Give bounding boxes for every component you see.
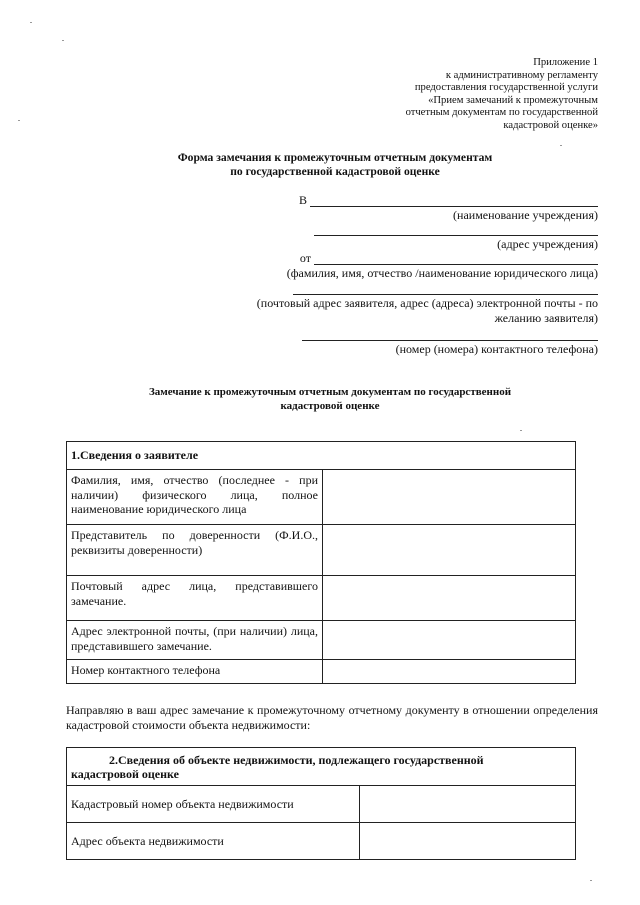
- applicant-name-value[interactable]: [323, 470, 576, 525]
- cadastral-number-value[interactable]: [360, 786, 576, 823]
- table-header-row: [67, 442, 576, 470]
- appendix-line: кадастровой оценке»: [503, 119, 598, 131]
- applicant-address-caption-line: (почтовый адрес заявителя, адрес (адреса) электронной почты - по: [256, 296, 598, 310]
- institution-address-caption: (адрес учреждения): [497, 237, 598, 251]
- scan-speck: [560, 145, 562, 146]
- applicant-address-caption: [257, 296, 598, 325]
- phone-field[interactable]: [302, 327, 598, 341]
- applicant-info-table: [66, 441, 576, 684]
- form-title-line: Форма замечания к промежуточным отчетным документам: [177, 151, 493, 164]
- scan-speck: [62, 40, 64, 41]
- submission-statement: Направляю в ваш адрес замечание к промежуточному отчетному документу в отношении определения кадастровой стоимости объекта недвижимости:: [66, 703, 598, 732]
- table-header-row: [67, 748, 576, 786]
- phone-row: [302, 327, 598, 341]
- applicant-address-field[interactable]: [293, 281, 598, 295]
- property-info-header: [67, 748, 576, 786]
- applicant-name-field[interactable]: [314, 251, 598, 265]
- phone-value[interactable]: [323, 660, 576, 684]
- section-title: [120, 386, 540, 413]
- applicant-info-header: 1.Сведения о заявителе: [67, 442, 576, 470]
- applicant-name-caption: (фамилия, имя, отчество /наименование юридического лица): [286, 266, 598, 280]
- representative-label: Представитель по доверенности (Ф.И.О., реквизиты доверенности): [67, 525, 323, 576]
- appendix-reference: [338, 57, 598, 133]
- scan-speck: [30, 22, 32, 23]
- scan-speck: [18, 120, 20, 121]
- property-info-table: [66, 747, 576, 860]
- appendix-line: отчетным документам по государственной: [405, 107, 598, 119]
- postal-address-value[interactable]: [323, 576, 576, 621]
- recipient-prefix: В: [298, 193, 307, 207]
- property-header-line: 2.Сведения об объекте недвижимости, подлежащего государственной: [109, 752, 484, 767]
- scan-speck: [590, 880, 592, 881]
- recipient-row: [299, 193, 598, 207]
- applicant-address-caption-line: желанию заявителя): [494, 310, 598, 325]
- applicant-prefix: от: [299, 251, 311, 265]
- institution-address-row: [314, 222, 598, 236]
- form-title-line: по государственной кадастровой оценке: [230, 164, 440, 178]
- applicant-name-label: Фамилия, имя, отчество (последнее - при наличии) физического лица, полное наименование юридического лица: [67, 470, 323, 525]
- section-title-line: Замечание к промежуточным отчетным документам по государственной: [148, 386, 512, 398]
- postal-address-label: Почтовый адрес лица, представившего замечание.: [67, 576, 323, 621]
- phone-caption: (номер (номера) контактного телефона): [395, 342, 598, 356]
- cadastral-number-label: Кадастровый номер объекта недвижимости: [67, 786, 360, 823]
- institution-address-field[interactable]: [314, 222, 598, 236]
- table-row: [67, 525, 576, 576]
- appendix-line: «Прием замечаний к промежуточным: [428, 94, 598, 106]
- property-address-label: Адрес объекта недвижимости: [67, 823, 360, 860]
- representative-value[interactable]: [323, 525, 576, 576]
- appendix-line: Приложение 1: [533, 57, 598, 68]
- table-row: [67, 786, 576, 823]
- applicant-address-row: [293, 281, 598, 295]
- institution-caption: (наименование учреждения): [453, 208, 598, 222]
- appendix-line: к административному регламенту: [445, 69, 598, 81]
- section-title-line: кадастровой оценке: [280, 399, 380, 412]
- recipient-institution-field[interactable]: [310, 193, 598, 207]
- table-row: [67, 660, 576, 684]
- table-row: [67, 823, 576, 860]
- form-title: [130, 151, 540, 178]
- email-label: Адрес электронной почты, (при наличии) лица, представившего замечание.: [67, 621, 323, 660]
- property-address-value[interactable]: [360, 823, 576, 860]
- email-value[interactable]: [323, 621, 576, 660]
- table-row: [67, 576, 576, 621]
- phone-label: Номер контактного телефона: [67, 660, 323, 684]
- property-header-line: кадастровой оценке: [71, 766, 179, 781]
- table-row: [67, 470, 576, 525]
- applicant-row: [300, 251, 598, 265]
- appendix-line: предоставления государственной услуги: [414, 82, 598, 94]
- scan-speck: [520, 430, 522, 431]
- table-row: [67, 621, 576, 660]
